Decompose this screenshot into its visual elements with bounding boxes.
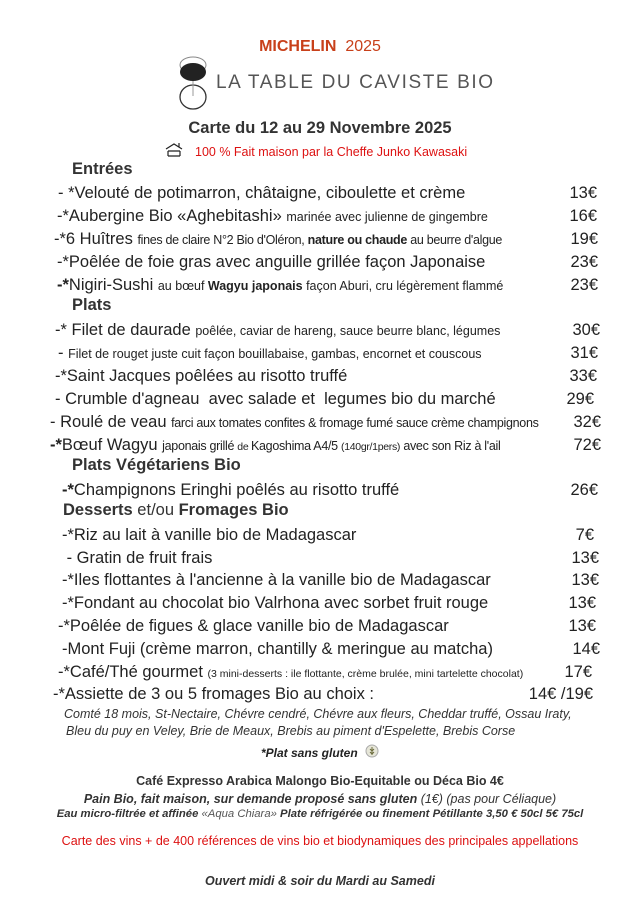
cheese-list-line-2: Bleu du puy en Veley, Brie de Meaux, Brebis au piment d'Espelette, Brebis Corse xyxy=(66,724,516,738)
menu-item-text: façon Aburi, cru légèrement flammé xyxy=(302,279,504,293)
menu-item xyxy=(62,524,594,546)
menu-item-text: - Crumble d'agneau avec salade et legumes bio du marché xyxy=(55,390,496,408)
menu-item-name xyxy=(58,661,523,685)
menu-item xyxy=(62,479,598,501)
menu-item-price: 13€ xyxy=(571,571,599,589)
menu-item-text: - Gratin de fruit frais xyxy=(62,549,213,567)
section-title-text: Fromages Bio xyxy=(178,501,289,519)
menu-item-price: 14€ xyxy=(572,640,600,658)
house-icon xyxy=(164,142,184,158)
menu-item-text: japonais grillé xyxy=(162,439,238,453)
michelin-year: 2025 xyxy=(345,38,381,55)
bread-text: Pain Bio, fait maison, sur demande proposé sans gluten xyxy=(83,792,421,806)
menu-item-text: -*Café/Thé gourmet xyxy=(58,663,208,681)
menu-item xyxy=(55,388,594,410)
menu-item-text: Champignons Eringhi poêlés au risotto truffé xyxy=(73,481,400,499)
menu-item-price: 31€ xyxy=(570,344,598,362)
menu-item-text: avec son Riz à l'ail xyxy=(400,439,501,453)
menu-item-name xyxy=(55,388,496,410)
menu-item-price: 23€ xyxy=(570,276,598,294)
menu-item-price: 13€ xyxy=(568,594,596,612)
menu-item-text: Nigiri-Sushi xyxy=(68,276,158,294)
menu-item xyxy=(55,365,597,387)
menu-item-name xyxy=(57,205,488,228)
menu-item-price: 30€ xyxy=(572,321,600,339)
menu-item-price: 19€ xyxy=(570,230,598,248)
menu-item-price: 33€ xyxy=(569,367,597,385)
bread-line xyxy=(0,792,640,806)
menu-item-text: -*Aubergine Bio «Aghebitashi» xyxy=(57,207,287,225)
menu-item xyxy=(53,683,593,705)
menu-item-price: 7€ xyxy=(575,526,594,544)
menu-item-price: 29€ xyxy=(566,390,594,408)
menu-item-price: 13€ xyxy=(569,184,597,202)
menu-item-name xyxy=(58,615,449,637)
restaurant-logo-text: LA TABLE DU CAVISTE BIO xyxy=(216,72,495,93)
menu-item-text: -* Filet de daurade xyxy=(55,321,196,339)
menu-item-price: 17€ xyxy=(564,663,592,681)
menu-item-price: 72€ xyxy=(573,436,601,454)
menu-item-text: au bœuf xyxy=(157,279,208,293)
menu-item xyxy=(62,638,600,660)
menu-item-text: Bœuf Wagyu xyxy=(61,436,163,454)
menu-item-price: 32€ xyxy=(573,413,601,431)
menu-item-name xyxy=(58,182,465,204)
section-title xyxy=(72,296,111,315)
menu-item-name xyxy=(50,434,500,458)
menu-item xyxy=(62,569,599,591)
section-title xyxy=(72,456,241,475)
menu-item-price: 14€ /19€ xyxy=(528,685,593,703)
menu-item-name xyxy=(62,547,212,569)
section-title-text: Entrées xyxy=(72,160,133,178)
menu-item-name xyxy=(57,251,485,273)
menu-item-name xyxy=(62,569,491,591)
menu-item-text: -*Assiette de 3 ou 5 fromages Bio au choix : xyxy=(53,685,375,703)
menu-item-text: -Mont Fuji (crème marron, chantilly & meringue au matcha) xyxy=(62,640,493,658)
menu-item-text: de xyxy=(237,441,251,453)
bread-price: (1€) (pas pour Céliaque) xyxy=(420,792,557,806)
gluten-free-label: *Plat sans gluten xyxy=(260,746,358,760)
menu-item-name xyxy=(54,228,502,251)
menu-item-text: -*Iles flottantes à l'ancienne à la vanille bio de Madagascar xyxy=(62,571,491,589)
menu-item-text: -*Poêlée de foie gras avec anguille grillée façon Japonaise xyxy=(57,253,486,271)
menu-item-name xyxy=(62,524,356,546)
menu-item-name xyxy=(53,683,374,705)
menu-item-text: au beurre d'algue xyxy=(407,233,503,247)
water-text: Eau micro-filtrée et affinée xyxy=(56,808,202,820)
menu-item-text: -*Poêlée de figues & glace vanille bio de Madagascar xyxy=(58,617,449,635)
menu-item-name xyxy=(62,479,399,501)
menu-item xyxy=(58,661,592,683)
menu-item-price: 13€ xyxy=(568,617,596,635)
menu-item-text: nature ou chaude xyxy=(307,233,408,247)
menu-item xyxy=(55,319,600,341)
menu-item-text: (3 mini-desserts : ile flottante, crème brulée, mini tartelette chocolat) xyxy=(207,668,524,680)
menu-item xyxy=(54,228,598,250)
menu-item-text: (140gr/1pers) xyxy=(341,441,401,453)
menu-item-name xyxy=(50,411,539,434)
menu-item-text: poêlée, caviar de hareng, sauce beurre blanc, légumes xyxy=(195,324,501,338)
water-brand: «Aqua Chiara» xyxy=(201,808,277,820)
coffee-line: Café Expresso Arabica Malongo Bio-Equitable ou Déca Bio 4€ xyxy=(136,774,504,788)
michelin-label: MICHELIN xyxy=(259,38,337,55)
cheese-list-line-1: Comté 18 mois, St-Nectaire, Chévre cendré, Chévre aux fleurs, Cheddar truffé, Ossau Iraty, xyxy=(64,707,572,721)
menu-title: Carte du 12 au 29 Novembre 2025 xyxy=(188,119,452,137)
menu-item-text: - *Velouté de potimarron, châtaigne, ciboulette et crème xyxy=(58,184,466,202)
menu-item-text: -* xyxy=(57,276,69,294)
menu-item-name xyxy=(57,274,503,297)
menu-item-name xyxy=(62,638,493,660)
wine-list-note: Carte des vins + de 400 références de vins bio et biodynamiques des principales appellations xyxy=(61,834,579,848)
menu-item xyxy=(50,434,601,456)
menu-item-price: 23€ xyxy=(570,253,598,271)
menu-item-name xyxy=(55,319,500,342)
menu-item-text: Kagoshima xyxy=(250,439,311,453)
menu-item-text: - xyxy=(58,344,69,362)
menu-item-text: -*Fondant au chocolat bio Valrhona avec sorbet fruit rouge xyxy=(62,594,489,612)
menu-item xyxy=(50,411,601,433)
menu-item-text: -*6 Huîtres xyxy=(54,230,138,248)
menu-item-text: -* xyxy=(50,436,62,454)
menu-item-price: 26€ xyxy=(570,481,598,499)
section-title xyxy=(63,501,289,520)
menu-item-text: -*Saint Jacques poêlées au risotto truffé xyxy=(55,367,348,385)
menu-item-name xyxy=(58,342,482,365)
michelin-heading xyxy=(0,38,640,56)
menu-item-text: A4/5 xyxy=(310,439,341,453)
menu-item xyxy=(57,274,598,296)
menu-item-text: -* xyxy=(62,481,74,499)
water-price: Plate réfrigérée ou finement Pétillante 3,50 € 50cl 5€ 75cl xyxy=(276,808,584,820)
section-title-connector: et/ou xyxy=(132,501,179,519)
menu-item xyxy=(62,592,596,614)
menu-item-price: 13€ xyxy=(571,549,599,567)
menu-item-text: farci aux tomates confites & fromage fumé sauce crème champignons xyxy=(171,416,539,430)
menu-item xyxy=(57,205,597,227)
menu-item xyxy=(62,547,599,569)
fait-maison-note: 100 % Fait maison par la Cheffe Junko Kawasaki xyxy=(195,145,468,159)
menu-item xyxy=(58,182,597,204)
menu-item-price: 16€ xyxy=(569,207,597,225)
menu-item xyxy=(57,251,598,273)
gluten-free-note xyxy=(0,744,640,760)
section-title-text: Desserts xyxy=(63,501,133,519)
menu-item-text: -*Riz au lait à vanille bio de Madagascar xyxy=(62,526,357,544)
section-title-text: Plats xyxy=(72,296,112,314)
menu-item-text: Filet de rouget juste cuit façon bouillabaise, gambas, encornet et couscous xyxy=(68,347,482,361)
gluten-free-icon xyxy=(365,744,379,758)
menu-item-text: Wagyu japonais xyxy=(207,279,303,293)
menu-item-name xyxy=(55,365,347,387)
menu-item-name xyxy=(62,592,488,614)
menu-item-text: - Roulé de veau xyxy=(50,413,172,431)
menu-item-text: marinée avec julienne de gingembre xyxy=(286,210,488,224)
menu-item-text: fines de claire N°2 Bio d'Oléron, xyxy=(137,233,308,247)
section-title-text: Plats Végétariens Bio xyxy=(72,456,241,474)
water-line xyxy=(0,808,640,820)
menu-item xyxy=(58,615,596,637)
section-title xyxy=(72,160,133,179)
opening-hours: Ouvert midi & soir du Mardi au Samedi xyxy=(205,874,435,888)
menu-item xyxy=(58,342,598,364)
